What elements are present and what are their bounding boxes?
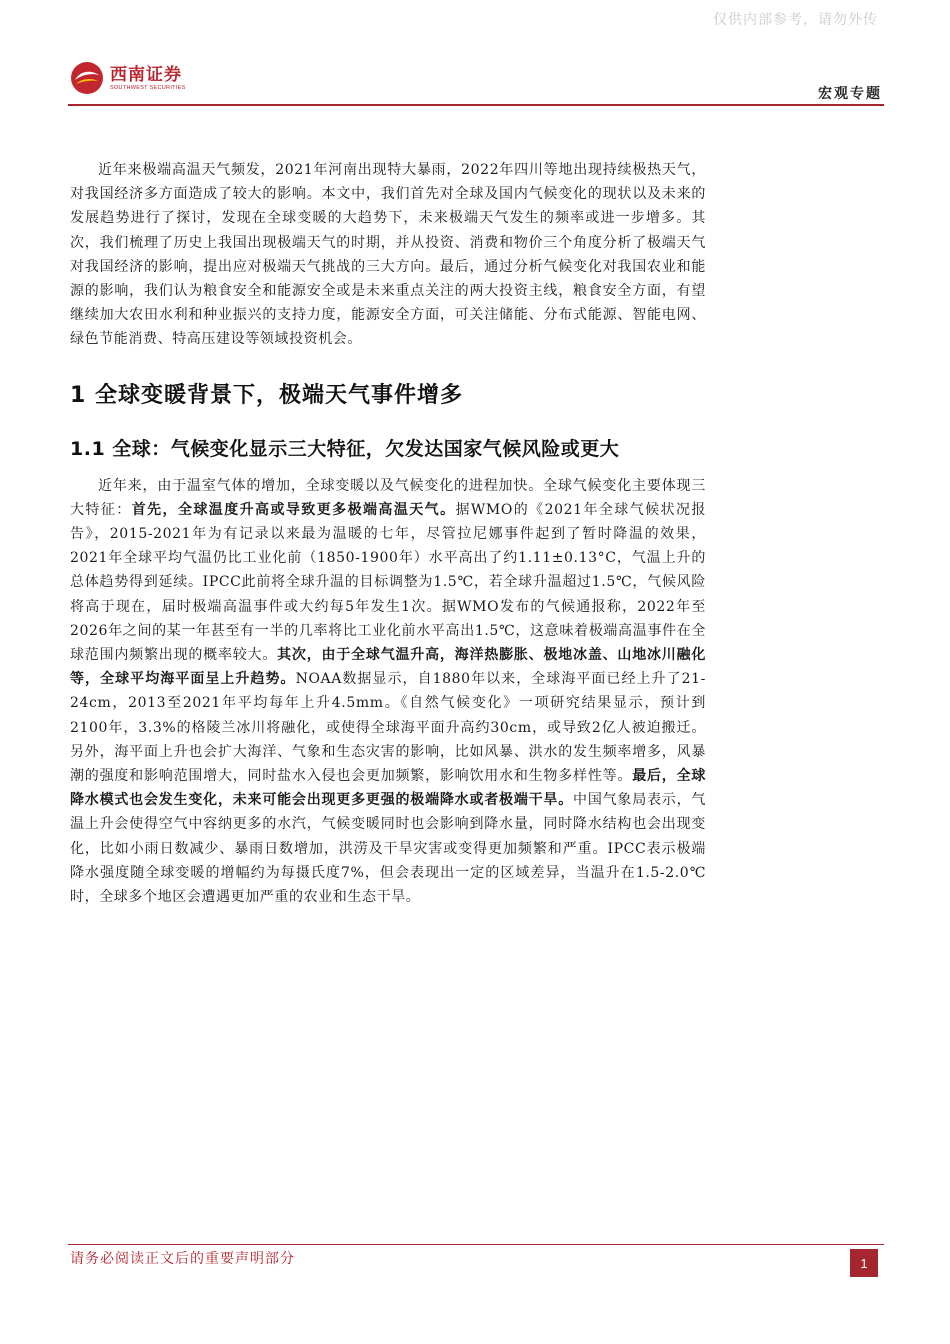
bold-point-3: 最后，全球降水模式也会发生变化，未来可能会出现更多更强的极端降水或者极端干旱。 <box>70 768 706 809</box>
heading-1-1: 1.1 全球：气候变化显示三大特征，欠发达国家气候风险或更大 <box>70 437 620 460</box>
bold-point-2: 其次，由于全球气温升高，海洋热膨胀、极地冰盖、山地冰川融化等，全球平均海平面呈上升趋势。 <box>70 647 706 688</box>
logo-name-en: SOUTHWEST SECURITIES <box>110 84 186 91</box>
footer-disclaimer: 请务必阅读正文后的重要声明部分 <box>70 1251 295 1267</box>
header-divider <box>68 104 884 106</box>
paragraph-text: 近年来，由于温室气体的增加，全球变暖以及气候变化的进程加快。全球气候变化主要体现三大特征： <box>70 477 706 518</box>
document-body <box>70 158 706 909</box>
watermark: 仅供内部参考，请勿外传 <box>713 12 878 28</box>
company-logo <box>70 58 186 98</box>
logo-emblem-icon <box>70 61 104 95</box>
heading-1: 1 全球变暖背景下，极端天气事件增多 <box>70 382 463 408</box>
paragraph-text: NOAA数据显示，自1880年以来，全球海平面已经上升了21-24cm，2013至2021年平均每年上升4.5mm。《自然气候变化》一项研究结果显示，预计到2100年，3.3%的格陵兰冰川将融化，或使得全球海平面升高约30cm，或导致2亿人被迫搬迁。另外，海平面上升也会扩大海洋、气象和生态灾害的影响，比如风暴、洪水的发生频率增多，风暴潮的强度和影响范围增大，同时盐水入侵也会更加频繁，影响饮用水和生物多样性等。 <box>70 671 706 785</box>
logo-name-cn: 西南证券 <box>110 64 182 85</box>
section-paragraph <box>70 474 706 910</box>
page-number: 1 <box>850 1249 878 1277</box>
bold-point-1: 首先，全球温度升高或导致更多极端高温天气。 <box>131 501 456 518</box>
paragraph-text: 据WMO的《2021年全球气候状况报告》，2015-2021年为有记录以来最为温暖的七年，尽管拉尼娜事件起到了暂时降温的效果，2021年全球平均气温仍比工业化前（1850-1900年）水平高出了约1.11±0.13°C，气温上升的总体趋势得到延续。IPCC此前将全球升温的目标调整为1.5℃，若全球升温超过1.5℃，气候风险将高于现在，届时极端高温事件或大约每5年发生1次。据WMO发布的气候通报称，2022年至2026年之间的某一年甚至有一半的几率将比工业化前水平高出1.5℃，这意味着极端高温事件在全球范围内频繁出现的概率较大。 <box>70 501 706 664</box>
section-label: 宏观专题 <box>818 86 882 102</box>
intro-paragraph: 近年来极端高温天气频发，2021年河南出现特大暴雨，2022年四川等地出现持续极热天气，对我国经济多方面造成了较大的影响。本文中，我们首先对全球及国内气候变化的现状以及未来的发展趋势进行了探讨，发现在全球变暖的大趋势下，未来极端天气发生的频率或进一步增多。其次，我们梳理了历史上我国出现极端天气的时期，并从投资、消费和物价三个角度分析了极端天气对我国经济的影响，提出应对极端天气挑战的三大方向。最后，通过分析气候变化对我国农业和能源的影响，我们认为粮食安全和能源安全或是未来重点关注的两大投资主线，粮食安全方面，有望继续加大农田水利和种业振兴的支持力度，能源安全方面，可关注储能、分布式能源、智能电网、绿色节能消费、特高压建设等领域投资机会。 <box>70 162 706 348</box>
footer-divider <box>68 1244 884 1245</box>
paragraph-text: 中国气象局表示，气温上升会使得空气中容纳更多的水汽，气候变暖同时也会影响到降水量，同时降水结构也会出现变化，比如小雨日数减少、暴雨日数增加，洪涝及干旱灾害或变得更加频繁和严重。IPCC表示极端降水强度随全球变暖的增幅约为每摄氏度7%，但会表现出一定的区域差异，当温升在1.5-2.0℃时，全球多个地区会遭遇更加严重的农业和生态干旱。 <box>70 792 706 906</box>
